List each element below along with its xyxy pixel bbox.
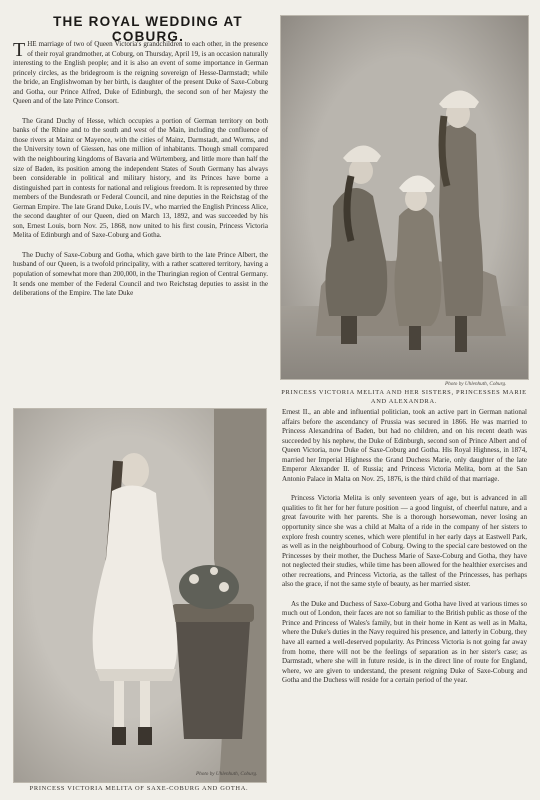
photo-credit-top: Photo by Uhlenhuth, Coburg. <box>445 381 507 387</box>
paragraph-1: THE marriage of two of Queen Victoria's grandchildren to each other, in the presence of their royal grandmother, at Coburg, on Thursday, April 19, is an occasion naturally interesting to the English people; and it is also an event of some importance in German princely circles, as the bridegroom is the reigning sovereign of Hesse-Darmstadt; while the bride, an Englishwoman by her birth, is daughter of the present Duke of Saxe-Coburg and Gotha, our Prince Alfred, Duke of Edinburgh, the second son of her Majesty the Queen and of the late Prince Consort. <box>13 40 268 106</box>
caption-bottom-photo: PRINCESS VICTORIA MELITA OF SAXE-COBURG AND GOTHA. <box>29 785 249 792</box>
article-title: THE ROYAL WEDDING AT COBURG. <box>53 14 243 44</box>
text-column-right-bottom <box>282 408 527 794</box>
paragraph-5: Princess Victoria Melita is only seventeen years of age, but is advanced in all qualities to fit her for her future position — a good linguist, of cheerful nature, and a great favourite with her parents. She is a thorough horsewoman, never losing an opportunity since she was a child at Malta of a ride in the company of her sisters to explore fresh country scenes, which were plentiful in her early days at Eastwell Park, as well as in the neighbourhood of Coburg. Owing to the special care bestowed on the Princesses by their mother, the Duchess Marie of Saxe-Coburg and Gotha, they have not neglected their studies, while time has been allowed for the healthier exercises and other recreations, and Princess Victoria, as the tallest of the Princesses, has perhaps also the grace, if not the same style of beauty, as her married sister. <box>282 494 527 589</box>
photo-victoria-melita-image <box>14 409 266 782</box>
drop-cap: T <box>13 40 26 61</box>
paragraph-4: Ernest II., an able and influential politician, took an active part in German national affairs before the ascendancy of Prussia was secured in 1866. He was married to Princess Alexandrina of Baden, but had no children, and on his recent death was succeeded by his nephew, the Duke of Edinburgh, second son of Prince Albert and of Queen Victoria, now Duke of Saxe-Coburg and Gotha. His Royal Highness, in 1874, married her Imperial Highness the Grand Duchess Marie, only daughter of the late Emperor Alexander II. of Russia; and Princess Victoria Melita, born at the San Antonio Palace in Malta on Nov. 25, 1876, is the third child of that marriage. <box>282 408 527 483</box>
caption-top-photo: PRINCESS VICTORIA MELITA AND HER SISTERS, PRINCESSES MARIE AND ALEXANDRA. <box>281 389 527 405</box>
photo-three-sisters <box>280 15 529 380</box>
paragraph-2: The Grand Duchy of Hesse, which occupies a portion of German territory on both banks of the Rhine and to the south and west of the Main, including the confluence of those rivers at Mainz or Mayence, with the cities of Mainz, Darmstadt, and Worms, and the University town of Giessen, has one million of inhabitants. Though small compared with the neighbouring kingdoms of Bavaria and Würtemberg, and little more than half the size of Baden, its position among the independent States of South Germany has always been considerable in political and military history, and its Princes have borne a distinguished part in contests for national and religious freedom. It is represented by three members of the Bundesrath or Federal Council, and nine deputies in the Reichstag of the German Empire. The late Grand Duke, Louis IV., who married the English Princess Alice, the second daughter of our Queen, died on March 13, 1892, and was succeeded by his son, Ernest Louis, born Nov. 25, 1868, now united to his first cousin, Princess Victoria Melita of Edinburgh and of Saxe-Coburg and Gotha. <box>13 116 268 240</box>
photo-three-sisters-image <box>281 16 528 379</box>
paragraph-3: The Duchy of Saxe-Coburg and Gotha, which gave birth to the late Prince Albert, the husband of our Queen, is a twofold principality, with a rather scattered territory, having a population of somewhat more than 200,000, in the Thuringian region of Central Germany. It sends one member of the Federal Council and two Reichstag deputies to assist in the deliberations of the Empire. The late Duke <box>13 250 268 298</box>
paragraph-6: As the Duke and Duchess of Saxe-Coburg and Gotha have lived at various times so much out of London, their faces are not so familiar to the British public as those of the Prince and Princess of Wales's family, but in their home in Kent as well as in Malta, where the Duke's duties in the Navy required his presence, and latterly in Coburg, they have all earned a well-deserved popularity. As Princess Victoria is not going far away from home, there will not be the feelings of separation as in her sister's case; as Darmstadt, where she will in future reside, is in the direct line of route for England, where, we are given to understand, the present reigning Duke of Saxe-Coburg and Gotha and the Duchess will reside for a certain period of the year. <box>282 599 527 685</box>
photo-victoria-melita <box>13 408 267 783</box>
text-column-left-top <box>13 40 268 405</box>
photo-credit-bottom: Photo by Uhlenhuth, Coburg. <box>196 771 258 777</box>
